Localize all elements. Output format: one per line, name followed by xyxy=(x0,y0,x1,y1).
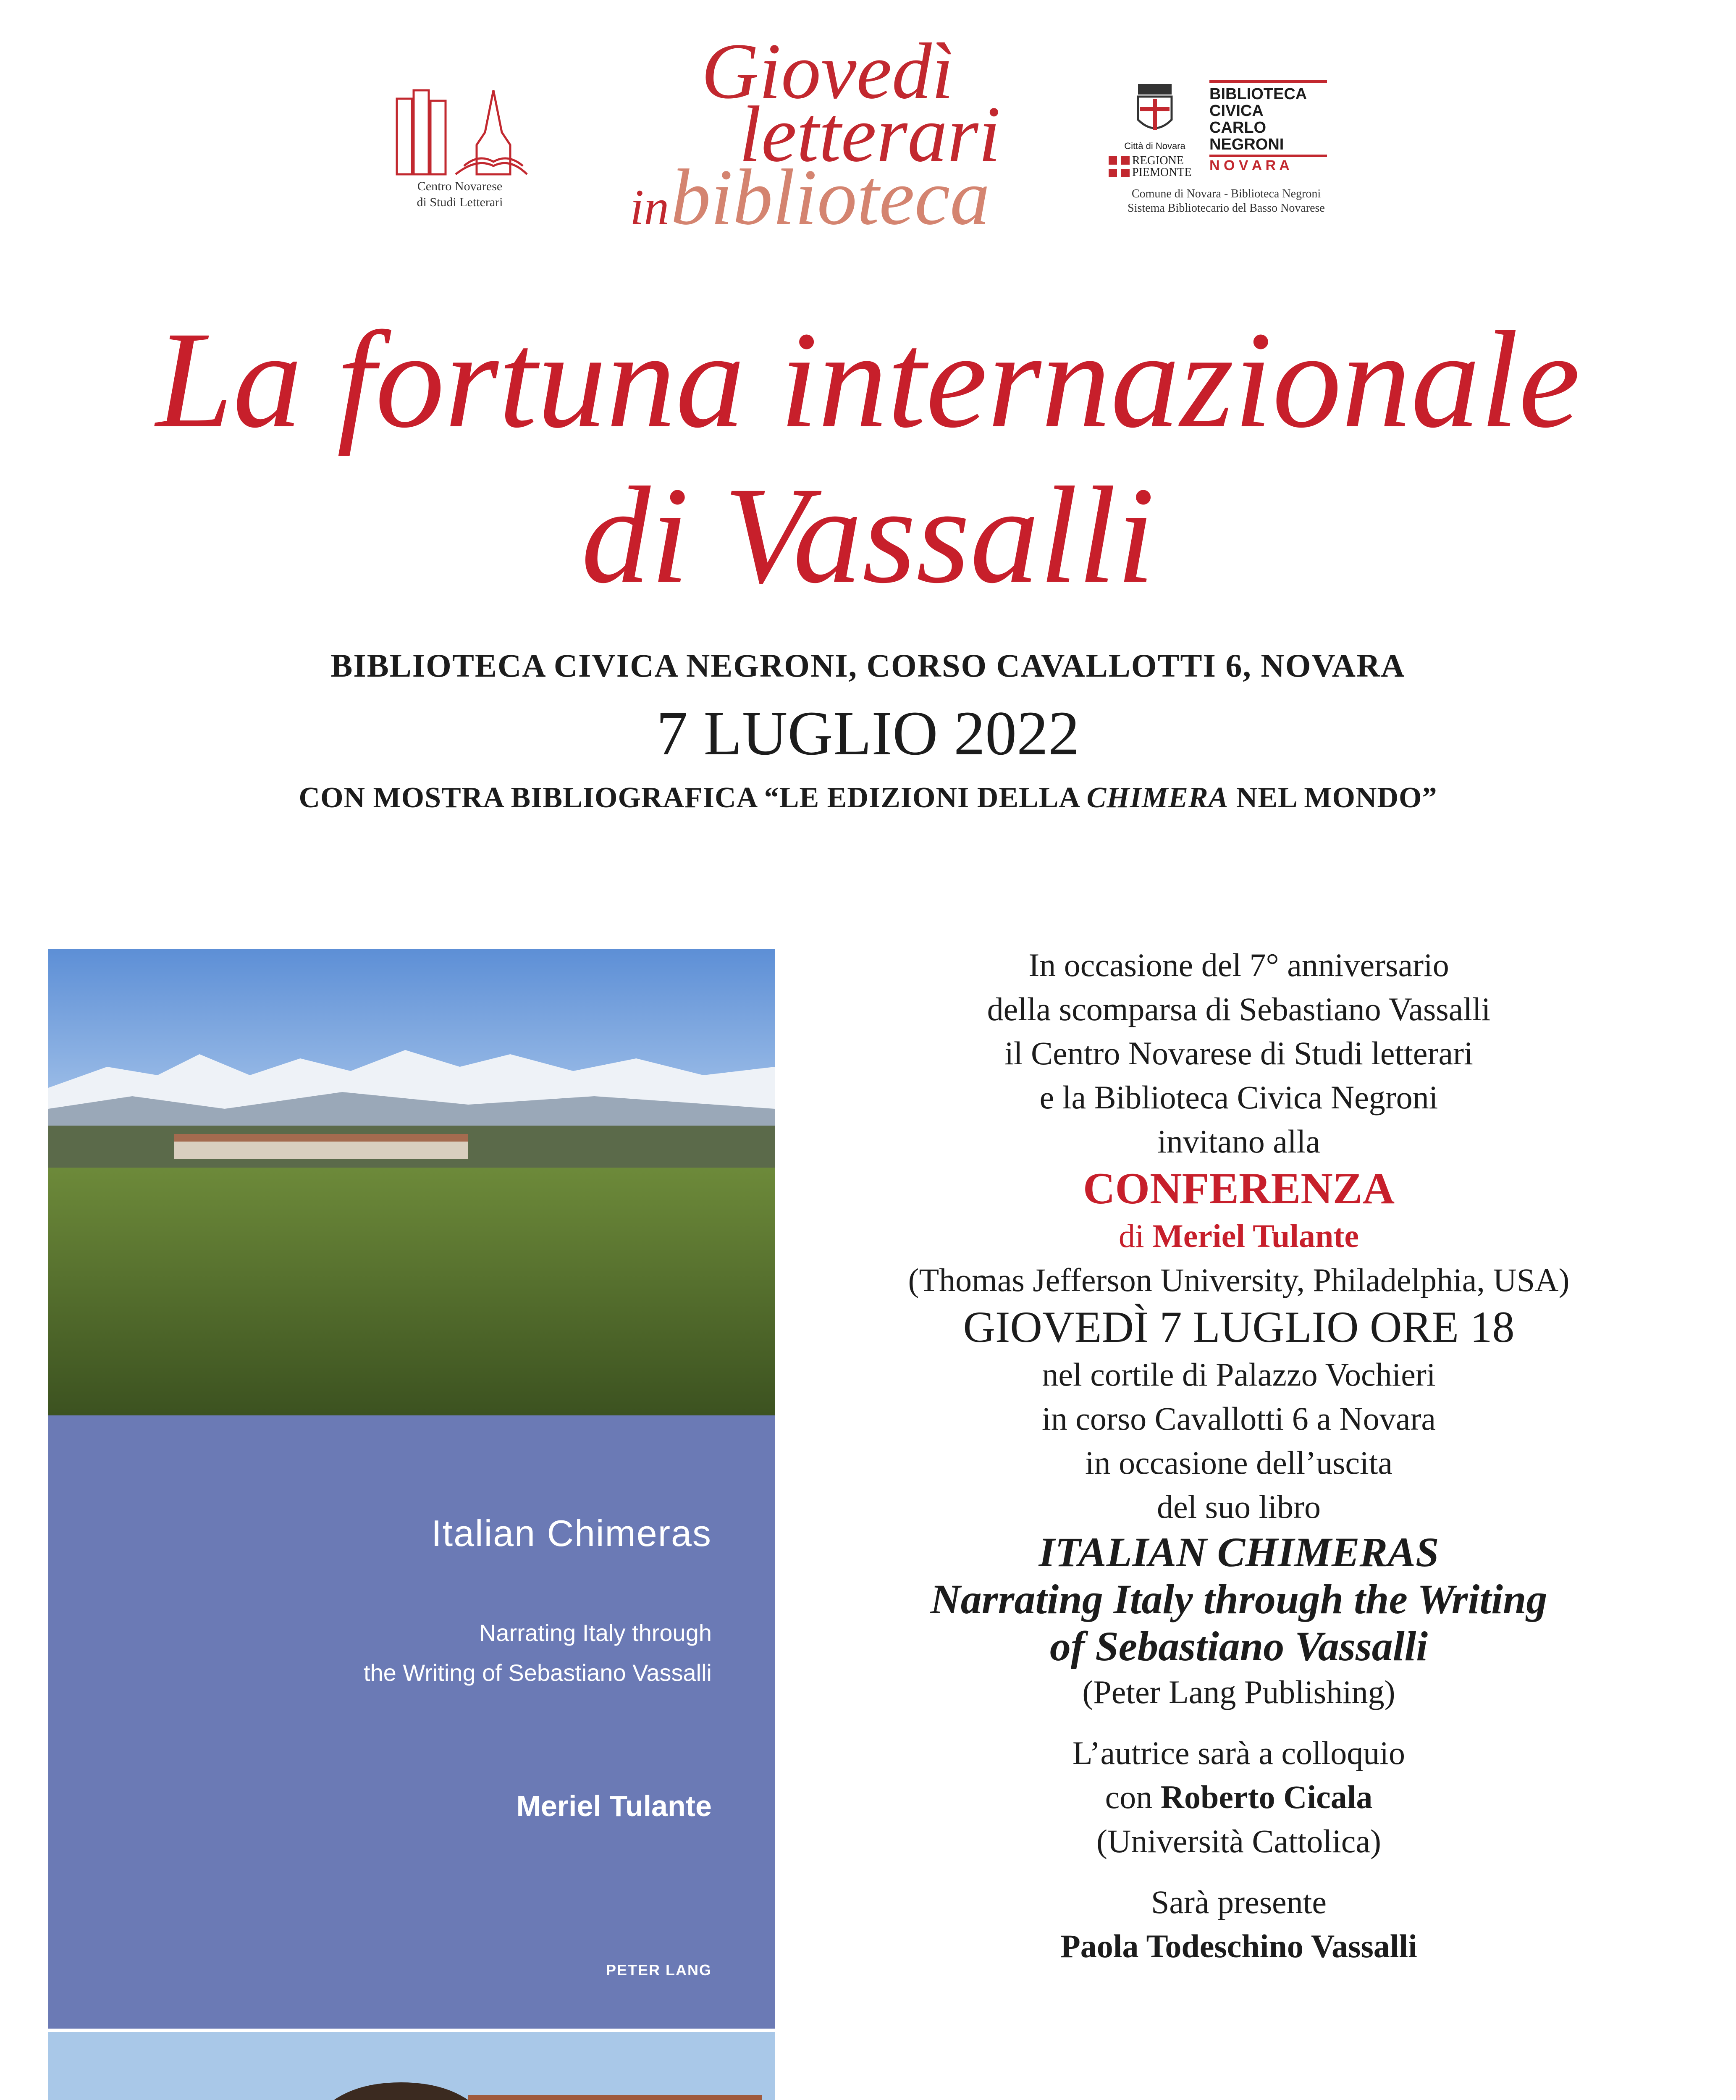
where-line-3: in occasione dell’uscita xyxy=(1085,1444,1393,1481)
region-line-1: REGIONE xyxy=(1132,154,1184,167)
author-photo xyxy=(48,2032,775,2100)
book-title-line-3: of Sebastiano Vassalli xyxy=(1049,1623,1428,1670)
event-type: CONFERENZA xyxy=(1083,1164,1395,1213)
right-caption-1: Comune di Novara - Biblioteca Negroni xyxy=(1131,187,1321,200)
intro-line-2: della scomparsa di Sebastiano Vassalli xyxy=(987,991,1491,1027)
left-logo-caption-1: Centro Novarese xyxy=(417,179,503,193)
city-label: Città di Novara xyxy=(1124,141,1185,151)
books-castle-icon xyxy=(388,82,531,178)
speaker-line xyxy=(789,1214,1688,1258)
book-cover-author: Meriel Tulante xyxy=(516,1790,712,1822)
title-line-2: di Vassalli xyxy=(581,459,1155,612)
event-when: GIOVEDÌ 7 LUGLIO ORE 18 xyxy=(963,1302,1515,1352)
right-logos xyxy=(1109,80,1344,215)
dialogue-line-2 xyxy=(789,1775,1688,1819)
book-cover-publisher: PETER LANG xyxy=(606,1961,712,1979)
presence-line: Sarà presente xyxy=(1151,1884,1327,1920)
series-logo xyxy=(630,27,1075,242)
event-date: 7 LUGLIO 2022 xyxy=(656,698,1080,768)
left-logo-caption-2: di Studi Letterari xyxy=(417,195,503,209)
piemonte-flag-icon xyxy=(1109,156,1130,177)
book-cover-subtitle xyxy=(364,1613,712,1693)
guest-name: Paola Todeschino Vassalli xyxy=(1060,1928,1417,1964)
dialogue-line-1: L’autrice sarà a colloquio xyxy=(1073,1735,1405,1771)
library-line-4: NEGRONI xyxy=(1209,136,1284,153)
book-title-line-1: ITALIAN CHIMERAS xyxy=(1038,1529,1439,1575)
intro-line-4: e la Biblioteca Civica Negroni xyxy=(1039,1079,1438,1116)
exhibit-italic: CHIMERA xyxy=(1086,782,1229,814)
venue: BIBLIOTECA CIVICA NEGRONI, CORSO CAVALLOTTI 6, NOVARA xyxy=(330,647,1406,684)
novara-crest-icon xyxy=(1130,80,1180,139)
series-title-line-4: biblioteca xyxy=(671,153,990,242)
library-city: N O V A R A xyxy=(1209,155,1327,174)
book-subtitle-line-2: the Writing of Sebastiano Vassalli xyxy=(363,1659,712,1686)
intro-line-1: In occasione del 7° anniversario xyxy=(1028,947,1449,983)
book-cover xyxy=(48,1415,775,2029)
dialogue-prefix: con xyxy=(1105,1779,1161,1815)
intro-line-5: invitano alla xyxy=(1157,1123,1320,1160)
exhibit-prefix: CON MOSTRA BIBLIOGRAFICA “LE EDIZIONI DELLA xyxy=(299,782,1087,814)
where-line-4: del suo libro xyxy=(1157,1488,1321,1525)
series-title-line-3: in xyxy=(630,179,669,235)
page-title xyxy=(0,302,1736,613)
speaker-name: Meriel Tulante xyxy=(1152,1218,1359,1254)
where-line-2: in corso Cavallotti 6 a Novara xyxy=(1042,1400,1436,1437)
centro-novarese-logo xyxy=(361,82,559,210)
interlocutor-name: Roberto Cicala xyxy=(1160,1779,1373,1815)
library-line-3: CARLO xyxy=(1209,119,1267,136)
region-line-2: PIEMONTE xyxy=(1132,166,1192,179)
library-line-1: BIBLIOTECA xyxy=(1209,85,1307,103)
book-publisher: (Peter Lang Publishing) xyxy=(1082,1674,1395,1710)
intro-line-3: il Centro Novarese di Studi letterari xyxy=(1004,1035,1473,1071)
exhibit-suffix: NEL MONDO” xyxy=(1228,782,1437,814)
book-cover-title: Italian Chimeras xyxy=(431,1512,712,1554)
book-subtitle-line-1: Narrating Italy through xyxy=(479,1620,712,1646)
right-caption-2: Sistema Bibliotecario del Basso Novarese xyxy=(1128,202,1325,215)
series-title-line-1: Giovedì xyxy=(701,27,954,116)
exhibit-line xyxy=(0,781,1736,815)
title-line-1: La fortuna internazionale xyxy=(156,303,1580,457)
speaker-affiliation: (Thomas Jefferson University, Philadelphia, USA) xyxy=(908,1262,1570,1298)
library-line-2: CIVICA xyxy=(1209,102,1264,120)
announcement xyxy=(789,943,1688,1968)
book-title-line-2: Narrating Italy through the Writing xyxy=(930,1576,1547,1622)
where-line-1: nel cortile di Palazzo Vochieri xyxy=(1042,1356,1436,1393)
cover-landscape-image xyxy=(48,949,775,1415)
interlocutor-affiliation: (Università Cattolica) xyxy=(1096,1823,1381,1859)
speaker-prefix: di xyxy=(1119,1218,1153,1254)
series-title-line-2: letterari xyxy=(739,90,1001,178)
